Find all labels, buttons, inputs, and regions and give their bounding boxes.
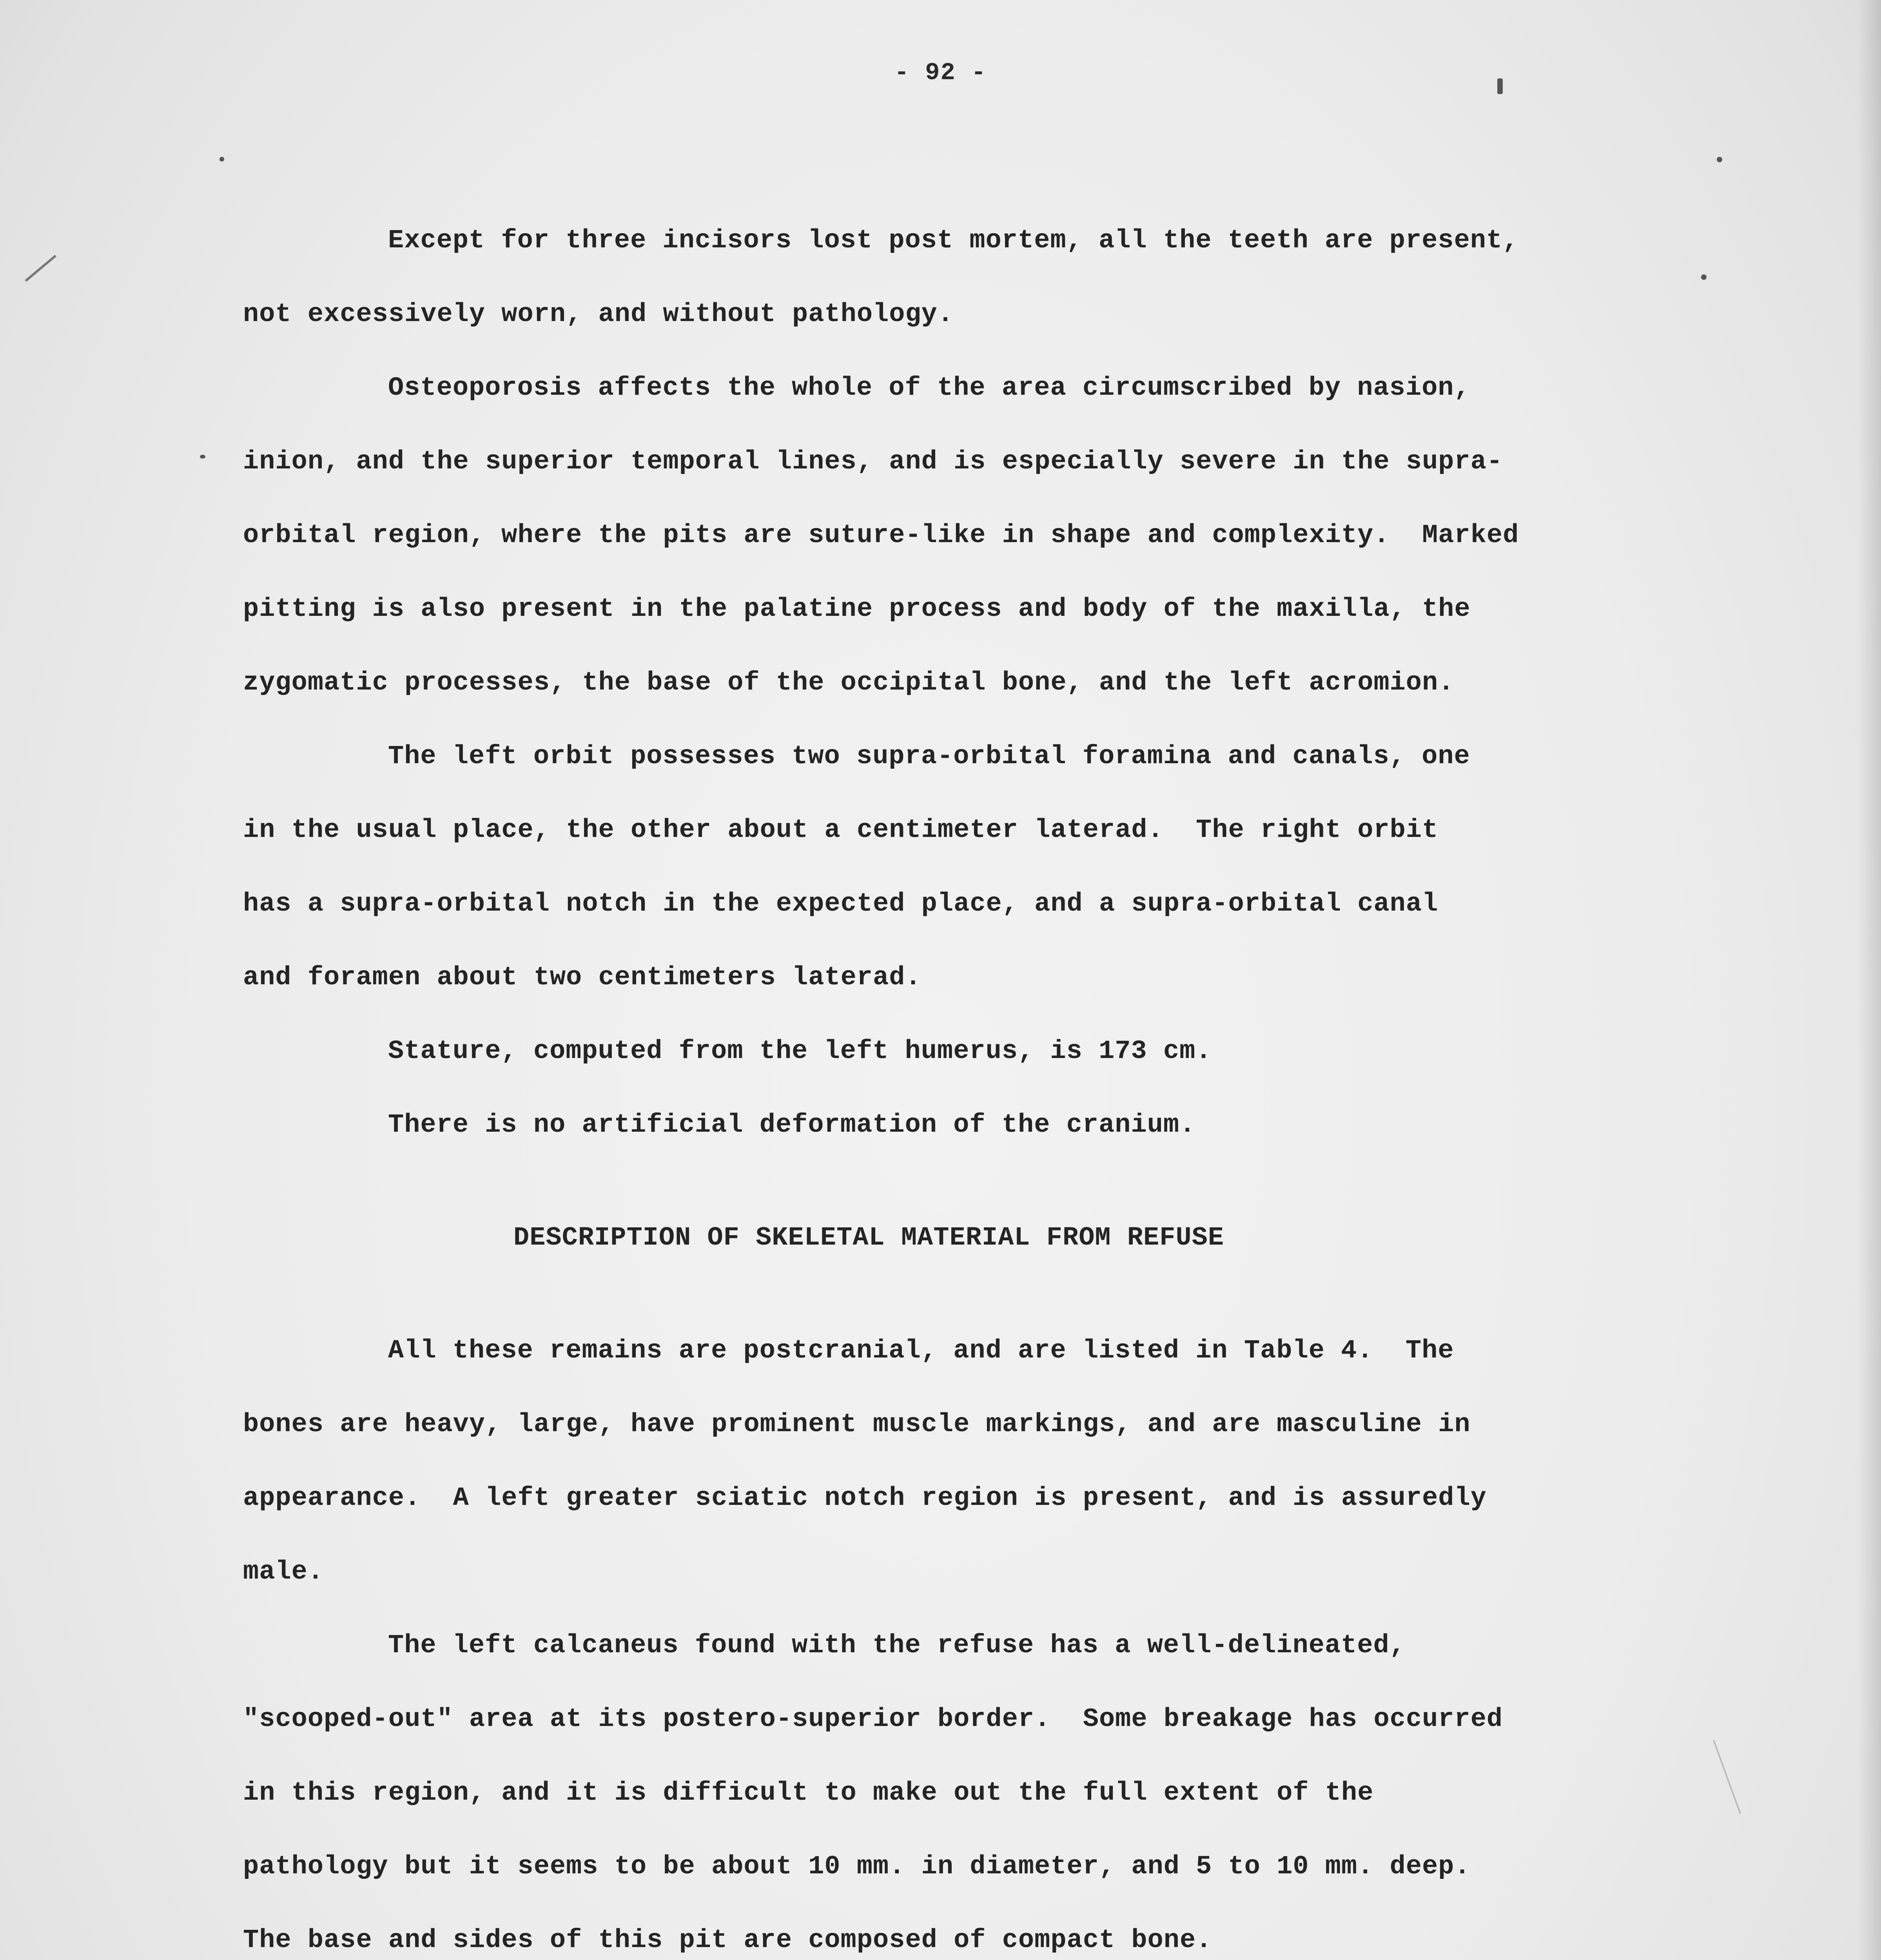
text-line: appearance. A left greater sciatic notch region is present, and is assuredly [243,1483,1487,1513]
text-line: in this region, and it is difficult to make out the full extent of the [243,1778,1374,1808]
text-line: zygomatic processes, the base of the occipital bone, and the left acromion. [243,668,1455,698]
text-line: pathology but it seems to be about 10 mm. in diameter, and 5 to 10 mm. deep. [243,1852,1471,1882]
page-number: - 92 - [894,59,987,87]
text-line: has a supra-orbital notch in the expected place, and a supra-orbital canal [243,889,1438,919]
text-line: Stature, computed from the left humerus, is 173 cm. [388,1036,1212,1066]
text-line: The base and sides of this pit are composed of compact bone. [243,1926,1212,1955]
text-line: not excessively worn, and without pathology. [243,299,954,329]
text-line: All these remains are postcranial, and are listed in Table 4. The [388,1336,1454,1366]
body-text [243,204,1732,1960]
text-line: in the usual place, the other about a centimeter laterad. The right orbit [243,815,1438,845]
text-line: The left calcaneus found with the refuse has a well-delineated, [388,1631,1406,1661]
scan-scratch [25,255,56,282]
scan-speck [1717,157,1722,162]
text-line: inion, and the superior temporal lines, and is especially severe in the supra- [243,447,1503,477]
scan-speck [200,455,205,459]
section-heading: DESCRIPTION OF SKELETAL MATERIAL FROM REFUSE [513,1223,1224,1253]
text-line: bones are heavy, large, have prominent muscle markings, and are masculine in [243,1410,1471,1439]
scan-speck [219,157,224,162]
text-line: The left orbit possesses two supra-orbital foramina and canals, one [388,742,1470,771]
text-line: "scooped-out" area at its postero-superior border. Some breakage has occurred [243,1704,1503,1734]
text-line: male. [243,1557,324,1587]
scan-speck [1701,274,1707,280]
text-line: Except for three incisors lost post mortem, all the teeth are present, [388,226,1519,256]
text-line: pitting is also present in the palatine process and body of the maxilla, the [243,594,1471,624]
text-line: orbital region, where the pits are suture-like in shape and complexity. Marked [243,521,1519,550]
text-line: There is no artificial deformation of the cranium. [388,1110,1196,1140]
text-line: Osteoporosis affects the whole of the area circumscribed by nasion, [388,373,1470,403]
page-edge-shadow [1857,0,1881,1960]
text-line: and foramen about two centimeters laterad. [243,963,921,993]
scan-speck [1497,78,1503,94]
